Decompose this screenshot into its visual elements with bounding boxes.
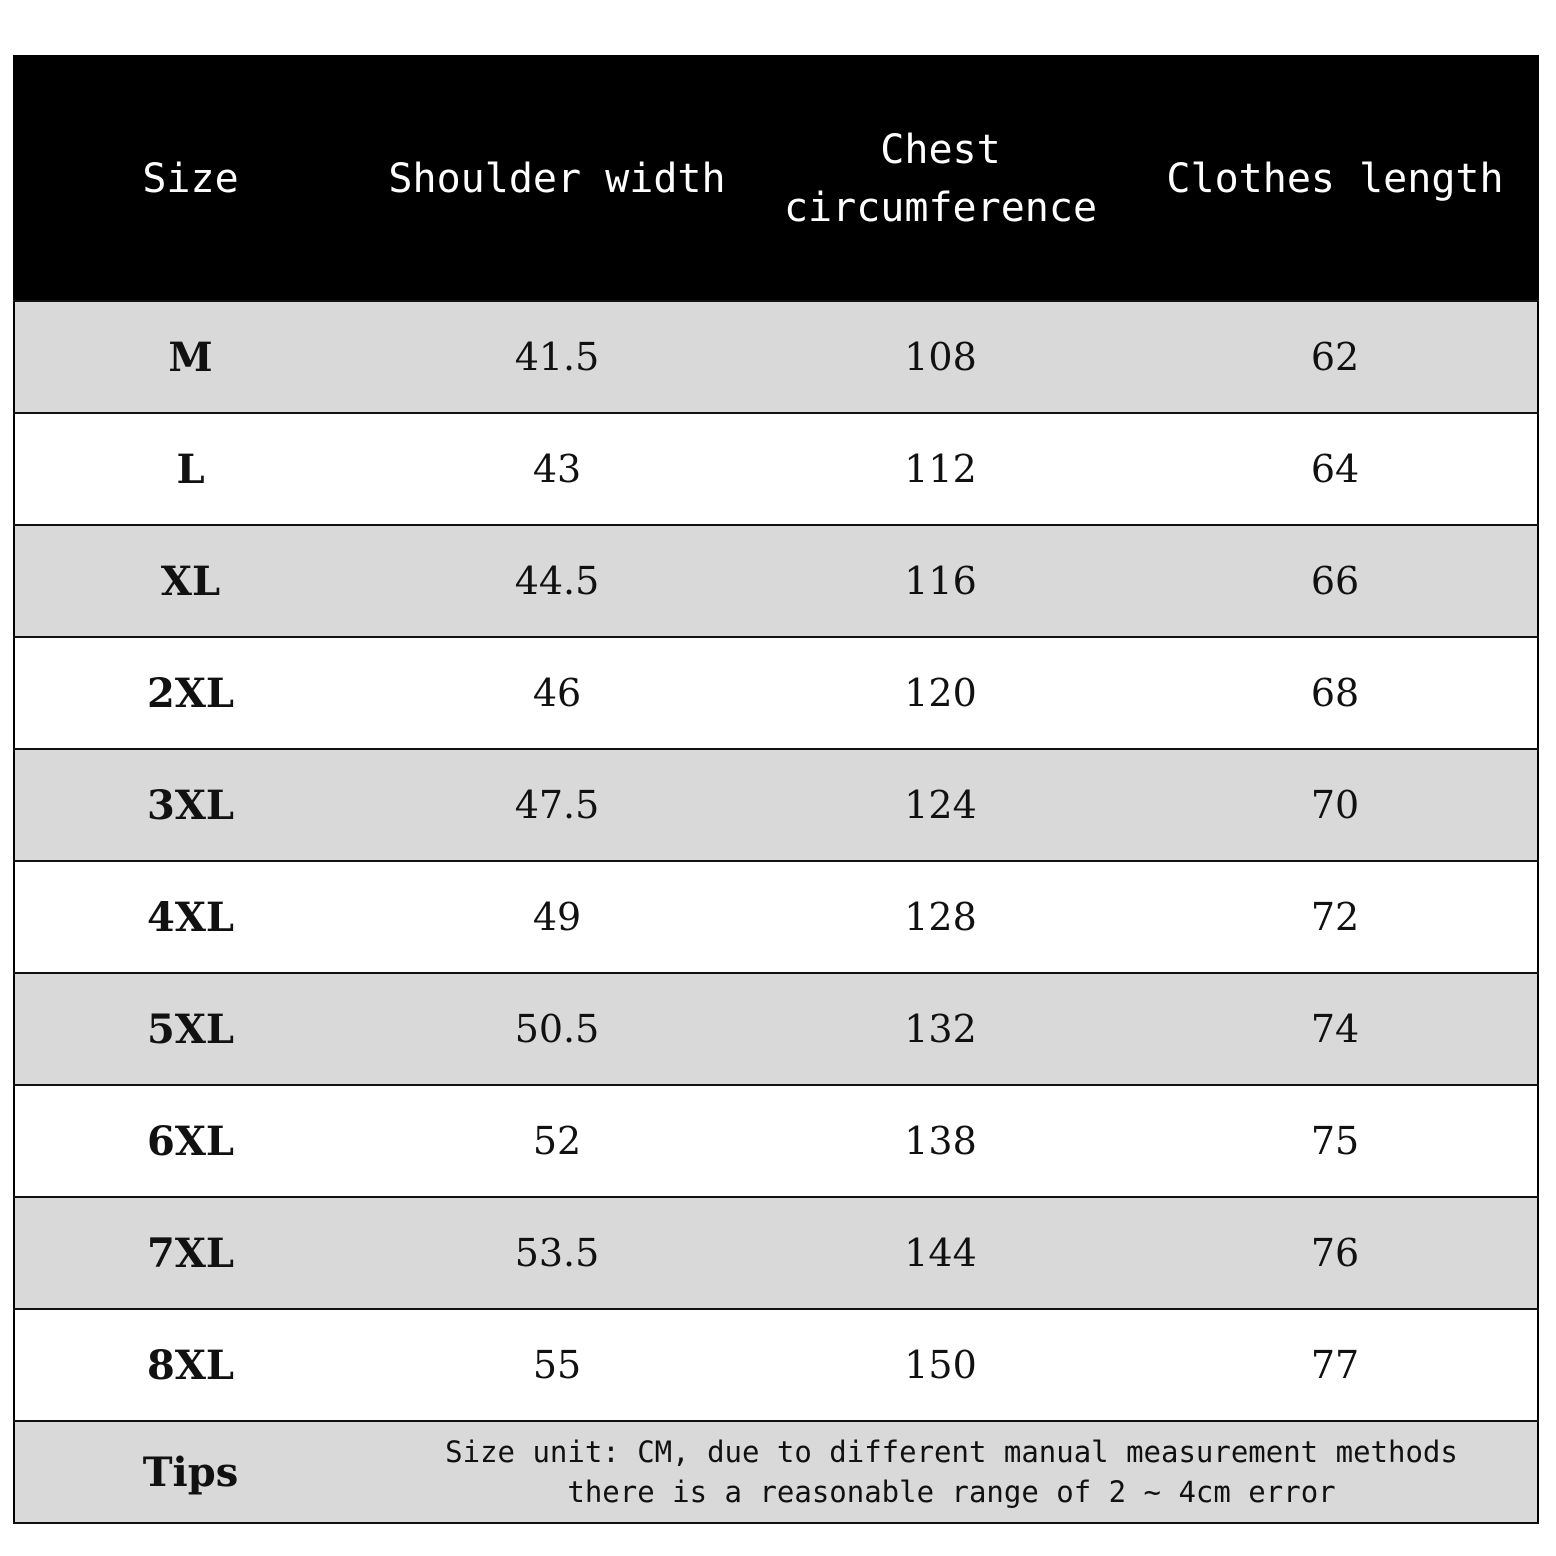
chest-cell: 128 <box>748 861 1133 973</box>
chest-cell: 124 <box>748 749 1133 861</box>
size-cell: 7XL <box>14 1197 366 1309</box>
chest-cell: 108 <box>748 301 1133 413</box>
table-row <box>14 749 1538 861</box>
chest-cell: 120 <box>748 637 1133 749</box>
size-cell: XL <box>14 525 366 637</box>
table-header <box>14 56 1538 301</box>
size-cell: 4XL <box>14 861 366 973</box>
table-row <box>14 1085 1538 1197</box>
table-row <box>14 637 1538 749</box>
table-body <box>14 301 1538 1523</box>
table-row <box>14 301 1538 413</box>
header-size: Size <box>142 155 239 202</box>
chest-cell: 144 <box>748 1197 1133 1309</box>
size-chart-table <box>13 55 1539 1524</box>
table-row <box>14 1197 1538 1309</box>
size-cell: 3XL <box>14 749 366 861</box>
tips-note-line1: Size unit: CM, due to different manual measurement methods <box>445 1435 1458 1469</box>
shoulder-cell: 41.5 <box>366 301 748 413</box>
length-cell: 70 <box>1133 749 1538 861</box>
length-cell: 72 <box>1133 861 1538 973</box>
shoulder-cell: 49 <box>366 861 748 973</box>
size-cell: 5XL <box>14 973 366 1085</box>
tips-note-line2: there is a reasonable range of 2 ~ 4cm error <box>567 1475 1336 1509</box>
size-cell: M <box>14 301 366 413</box>
header-shoulder-width: Shoulder width <box>388 155 726 202</box>
tips-row <box>14 1421 1538 1523</box>
size-cell: 8XL <box>14 1309 366 1421</box>
header-chest-line2: circumference <box>783 184 1098 231</box>
chest-cell: 112 <box>748 413 1133 525</box>
chest-cell: 138 <box>748 1085 1133 1197</box>
table-row <box>14 525 1538 637</box>
shoulder-cell: 50.5 <box>366 973 748 1085</box>
shoulder-cell: 43 <box>366 413 748 525</box>
length-cell: 62 <box>1133 301 1538 413</box>
table-row <box>14 1309 1538 1421</box>
header-chest-circumference <box>748 56 1133 301</box>
length-cell: 66 <box>1133 525 1538 637</box>
header-chest-line1: Chest <box>880 126 1001 173</box>
length-cell: 68 <box>1133 637 1538 749</box>
shoulder-cell: 55 <box>366 1309 748 1421</box>
shoulder-cell: 52 <box>366 1085 748 1197</box>
table-row <box>14 973 1538 1085</box>
length-cell: 74 <box>1133 973 1538 1085</box>
header-row <box>14 56 1538 301</box>
length-cell: 64 <box>1133 413 1538 525</box>
size-cell: 2XL <box>14 637 366 749</box>
size-cell: 6XL <box>14 1085 366 1197</box>
shoulder-cell: 46 <box>366 637 748 749</box>
table-row <box>14 861 1538 973</box>
size-cell: L <box>14 413 366 525</box>
shoulder-cell: 44.5 <box>366 525 748 637</box>
length-cell: 76 <box>1133 1197 1538 1309</box>
length-cell: 77 <box>1133 1309 1538 1421</box>
header-clothes-length: Clothes length <box>1166 155 1504 202</box>
length-cell: 75 <box>1133 1085 1538 1197</box>
shoulder-cell: 53.5 <box>366 1197 748 1309</box>
chest-cell: 132 <box>748 973 1133 1085</box>
chest-cell: 116 <box>748 525 1133 637</box>
table-row <box>14 413 1538 525</box>
tips-note-cell <box>366 1421 1538 1523</box>
chest-cell: 150 <box>748 1309 1133 1421</box>
tips-label: Tips <box>14 1421 366 1523</box>
shoulder-cell: 47.5 <box>366 749 748 861</box>
